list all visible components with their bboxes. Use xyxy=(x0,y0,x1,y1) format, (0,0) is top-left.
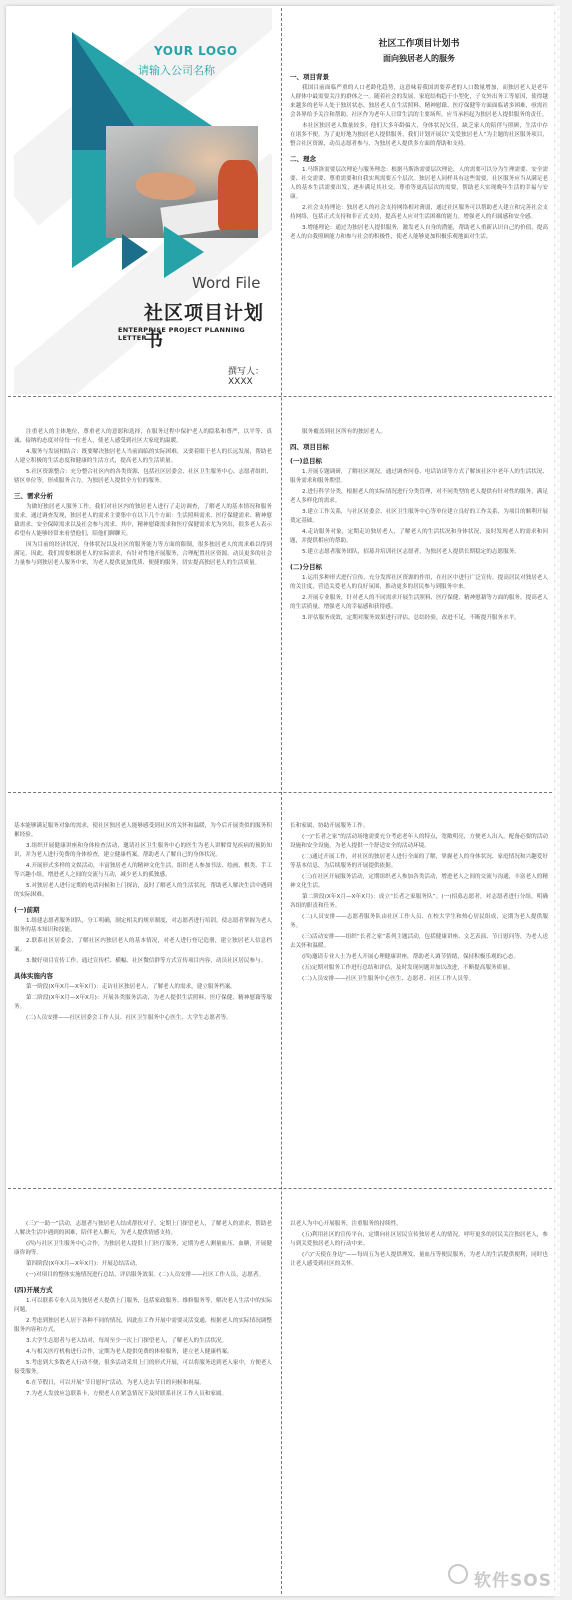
page-7-body xyxy=(14,1220,272,1399)
paragraph: 2.进行科学分类，根据老人的实际情况进行分类管理，对不同类型的老人提供有针对性的服务，满足老人多样化的需求。 xyxy=(290,489,548,504)
page-8 xyxy=(290,1220,548,1550)
section-heading: 二、理念 xyxy=(290,155,316,163)
paragraph: 5.建立志愿者服务团队，招募并培训社区志愿者，为独居老人提供长期稳定的志愿服务。 xyxy=(302,549,520,555)
cover-title: 社区项目计划书 xyxy=(144,302,265,351)
paragraph: (四)邀请专业人士为老人开展心理健康讲座，帮助老人调节情绪，保持积极乐观的心态。 xyxy=(302,954,519,960)
paragraph: 1.马斯洛需要层次理论与服务理念：根据马斯洛需要层次理论，人的需要可以分为生理需要、安全需要、社交需要、尊重需要和自我实现需要五个层次。独居老人同样具有这些需要，社区服务应当从满足老人的基本生活需要出发，逐步满足其社交、尊重等更高层次的需要，帮助老人实现晚年生活的幸福与安康。 xyxy=(290,167,548,200)
paragraph: (三)活动安排——组织“长者之家”系列主题活动，包括健康讲座、文艺表演、节日慰问等，为老人送去关怀和温暖。 xyxy=(290,934,548,949)
paragraph: 长和家属，协助开展服务工作。 xyxy=(290,823,369,829)
cover-triangle-small xyxy=(164,226,204,278)
section-heading: (一)总目标 xyxy=(290,457,322,465)
cover-photo-hands-writing xyxy=(106,126,258,238)
photo-sleeve xyxy=(218,160,258,230)
cover-subtitle: ENTERPRISE PROJECT PLANNING LETTER xyxy=(118,326,246,342)
photo-hand xyxy=(136,172,196,200)
cover-triangle-small-dark xyxy=(122,234,148,270)
page-7 xyxy=(14,1220,272,1590)
paragraph: 第四阶段(X年X月—X年X月)：开展总结活动。 xyxy=(26,1261,141,1267)
paragraph: 7.为老人发放应急联系卡，方便老人在紧急情况下及时联系社区工作人员和家属。 xyxy=(26,1391,228,1397)
paragraph: 5.社区资源整合：充分整合社区内的各类资源，包括社区居委会、社区卫生服务中心、志愿者组织、辖区单位等，形成服务合力，为独居老人提供全方位的服务。 xyxy=(14,469,272,484)
paragraph: 1.可以联系专业人员为独居老人提供上门服务，包括家政服务、维修服务等，解决老人生活中的实际问题。 xyxy=(14,1298,272,1313)
section-heading: 三、需求分析 xyxy=(14,492,53,500)
paragraph: 4.与相关医疗机构进行合作，定期为老人提供免费的体检服务，建立老人健康档案。 xyxy=(26,1349,233,1355)
paragraph: 3.做好项目宣传工作，通过宣传栏、横幅、社区微信群等方式宣传项目内容，动员社区居民参与。 xyxy=(26,958,267,964)
paragraph: (一)“长者之家”的活动场地需要充分考虑老年人的特点，宽敞明亮，方便老人出入，配备必要的活动设施和安全设施，为老人提供一个舒适安全的活动环境。 xyxy=(290,834,548,849)
paragraph: 3.建立工作关系，与社区居委会、社区卫生服务中心等单位建立良好的工作关系，为项目的顺利开展奠定基础。 xyxy=(290,509,548,524)
paragraph: 3.增能理论：通过为独居老人提供服务，激发老人自身的潜能，帮助老人重新认识自己的价值，提高老人的自我照顾能力和参与社会的积极性，使老人能够更加积极乐观地面对生活。 xyxy=(290,225,548,240)
page-3 xyxy=(14,428,272,784)
paragraph: (二)通过开展工作，对社区的独居老人进行全面的了解，掌握老人的身体状况、家庭情况和兴趣爱好等基本信息，为后续服务的开展提供依据。 xyxy=(290,854,548,869)
page-5-body xyxy=(14,822,272,1023)
paragraph: (三)在社区开展服务活动，定期组织老人参加各类活动，增进老人之间的交流与沟通，丰富老人的精神文化生活。 xyxy=(290,874,548,889)
page-4 xyxy=(290,428,548,784)
paragraph: 以老人为中心开展服务，注重服务的持续性。 xyxy=(290,1221,402,1227)
paragraph: 3.评估服务成效，定期对服务效果进行评估，总结经验，改进不足，不断提升服务水平。 xyxy=(302,615,520,621)
cover-company-name: 请输入公司名称 xyxy=(138,64,215,77)
paragraph: 4.服务与发展相结合：既要解决独居老人当前面临的实际困难，又要着眼于老人的长远发展，帮助老人建立积极的生活态度和健康的生活方式，提高老人的生活质量。 xyxy=(14,449,272,464)
paragraph: (五)定期对服务工作进行总结和评估，及时发现问题并加以改进，不断提高服务质量。 xyxy=(302,965,514,971)
cover-word-file: Word File xyxy=(192,274,261,292)
doc-title: 社区工作项目计划书 xyxy=(378,39,460,49)
doc-subtitle: 面向独居老人的服务 xyxy=(383,54,455,63)
paragraph: (二)人员安排——社区卫生服务中心医生、志愿者、社区工作人员等。 xyxy=(302,976,475,982)
paragraph: (六)“天使在身边”——每周五为老人提供理发、量血压等便民服务，为老人的生活提供便利，同时也让老人感受到社区的关怀。 xyxy=(290,1252,548,1267)
page-5 xyxy=(14,822,272,1182)
page-8-body xyxy=(290,1220,548,1269)
paragraph: 因为目前的经济状况、身体状况以及社区的服务能力等方面的限制，很多独居老人的需求难以得到满足。因此，我们需要根据老人的实际需求，有针对性地开展服务，合理配置社区资源，动员更多的社会力量参与到独居老人服务中来，为老人提供更加优质、便捷的服务，切实提高独居老人的生活质量。 xyxy=(14,542,272,566)
vertical-page-divider xyxy=(281,8,282,1594)
paragraph: 基本能够满足服务对象的需求，使社区独居老人能够感受到社区的关怀和温暖，为今后开展类似的服务积累经验。 xyxy=(14,823,272,838)
paragraph: 为做好独居老人服务工作，我们对社区内的独居老人进行了走访调查，了解老人的基本情况和服务需求。通过调查发现，独居老人的需求主要集中在以下几个方面：生活照料需求、医疗保健需求、精神慰藉需求、安全保障需求以及社会参与需求。其中，精神慰藉需求和医疗保健需求尤为突出，很多老人表示希望有人能够经常来看望他们，陪他们聊聊天。 xyxy=(14,504,272,537)
paragraph: 服务覆盖到社区所有的独居老人。 xyxy=(302,429,386,435)
page-6 xyxy=(290,822,548,1182)
paragraph: (三)“一助一”活动，志愿者与独居老人结成帮扶对子，定期上门探望老人，了解老人的需求，帮助老人解决生活中遇到的困难，陪伴老人聊天，为老人提供情感支持。 xyxy=(14,1221,272,1236)
paragraph: 本社区独居老人数量较多，他们大多年龄偏大，身体状况欠佳，缺乏家人的陪伴与照顾，生活中存在诸多不便。为了更好地为独居老人提供服务，我们计划开展以“关爱独居老人”为主题的社区服务项目，整合社区资源，动员志愿者参与，为独居老人提供多方面的帮助和支持。 xyxy=(290,123,548,147)
paragraph: 3.大学生志愿者与老人结对，每周至少一次上门探望老人，了解老人的生活状况。 xyxy=(26,1338,228,1344)
paragraph: (二)人员安排——社区居委会工作人员、社区卫生服务中心医生、大学生志愿者等。 xyxy=(26,1015,232,1021)
section-heading: (二)分目标 xyxy=(290,563,322,571)
paragraph: 2.考虑到独居老人居于各种不同的情况，因此在工作开展中需要灵活变通，根据老人的实际情况调整服务内容和方式。 xyxy=(14,1318,272,1333)
paragraph: 1.运用多种形式进行宣传，充分发挥社区资源的作用，在社区中进行广泛宣传，提高居民对独居老人的关注度，营造关爱老人的良好氛围，推动更多的居民参与到服务中来。 xyxy=(290,575,548,590)
cover-author: 撰写人：XXXX xyxy=(228,367,265,387)
section-heading: 具体实施内容 xyxy=(14,972,53,980)
row-divider-2 xyxy=(8,792,552,793)
paragraph: 1.组建志愿者服务团队，分工明确，制定相关的规章制度，对志愿者进行培训，使志愿者掌握为老人服务的基本知识和技能。 xyxy=(14,918,272,933)
page-6-body xyxy=(290,822,548,984)
paragraph: 2.联系社区居委会，了解社区内独居老人的基本情况，对老人进行登记造册，建立独居老人信息档案。 xyxy=(14,938,272,953)
paragraph: (四)与社区卫生服务中心合作，为独居老人提供上门医疗服务，定期为老人测量血压、血糖，开展健康咨询等。 xyxy=(14,1241,272,1256)
row-divider-3 xyxy=(8,1188,552,1189)
paragraph: 4.开展形式多样的文娱活动，丰富独居老人的精神文化生活，组织老人参加书法、绘画、棋类、手工等兴趣小组，增进老人之间的交流与互动，减少老人的孤独感。 xyxy=(14,863,272,878)
paragraph: (五)利用社区的宣传平台，定期向社区居民宣传独居老人的情况，呼吁更多的居民关注独居老人，参与到关爱独居老人的行动中来。 xyxy=(290,1232,548,1247)
section-heading: (四)开展方式 xyxy=(14,1286,53,1294)
page-4-body xyxy=(290,428,548,623)
paragraph: 注重老人的主体地位，尊重老人的意愿和选择，在服务过程中保护老人的隐私和尊严，以平等、真诚、接纳的态度对待每一位老人，使老人感受到社区大家庭的温暖。 xyxy=(14,429,272,444)
paragraph: 1.开展专题调研，了解社区现况，通过调查问卷、电话访谈等方式了解该社区中老年人的生活状况、服务需求和服务期望。 xyxy=(290,469,548,484)
cover-page xyxy=(14,8,272,394)
paragraph: 5.对独居老人进行定期的电话问候和上门探访，及时了解老人的生活状况，帮助老人解决生活中遇到的实际困难。 xyxy=(14,883,272,898)
watermark-text: 软件SOS xyxy=(474,1571,552,1591)
cover-logo: YOUR LOGO xyxy=(154,44,238,58)
paragraph: 3.组织开展健康讲座和身体检查活动，邀请社区卫生服务中心的医生为老人讲解常见疾病的预防知识，并为老人进行免费的身体检查，建立健康档案，帮助老人了解自己的身体状况。 xyxy=(14,843,272,858)
section-heading: 一、项目背景 xyxy=(290,73,329,81)
paragraph: 4.走访服务对象，定期走访独居老人，了解老人的生活状况和身体状况，及时发现老人的需求和问题，并提供相应的帮助。 xyxy=(290,529,548,544)
paragraph: 第二阶段(X年X月—X年X月)：开展各类服务活动，为老人提供生活照料、医疗保健、精神慰藉等服务。 xyxy=(14,995,272,1010)
section-heading: (一)前期 xyxy=(14,906,40,914)
page-2-body xyxy=(290,72,548,242)
paragraph: 第一阶段(X年X月—X年X月)：走访社区独居老人，了解老人的需求，建立服务档案。 xyxy=(26,984,236,990)
paragraph: (一)对项目的整体实施情况进行总结，评估服务效果。(二)人员安排——社区工作人员、志愿者。 xyxy=(26,1272,265,1278)
page-3-body xyxy=(14,428,272,568)
row-divider-1 xyxy=(8,396,552,397)
page-2 xyxy=(290,36,548,390)
section-heading: 四、项目目标 xyxy=(290,443,329,451)
paragraph: 5.考虑到大多数老人行动不便，很多活动采用上门的形式开展，可以将服务送到老人家中，方便老人接受服务。 xyxy=(14,1360,272,1375)
paragraph: 第二阶段(X年X月—X年X月)：成立“长者之家服务队”。(一)招募志愿者，对志愿者进行分组，明确各组的职责和任务。 xyxy=(290,894,548,909)
paragraph: 我国目前面临严重的人口老龄化趋势，这意味着我国需要养老的人口数量增加，而独居老人是老年人群体中最需要关注的群体之一。随着社会的发展，家庭结构趋于小型化，子女外出务工等原因，使得越来越多的老年人处于独居状态。独居老人在生活照料、精神慰藉、医疗保健等方面面临诸多困难，亟需社会各界给予关注和帮助。社区作为老年人日常生活的主要场所，应当承担起为独居老人提供服务的责任。 xyxy=(290,85,548,118)
watermark-icon xyxy=(448,1564,468,1584)
paragraph: 2.开展专业服务，针对老人的不同需求开展生活照料、医疗保健、精神慰藉等方面的服务，提高老人的生活质量，增强老人的幸福感和获得感。 xyxy=(290,595,548,610)
paragraph: (二)人员安排——志愿者服务队由社区工作人员、在校大学生和热心居民组成，定期为老人提供服务。 xyxy=(290,914,548,929)
paragraph: 6.在节假日，可以开展“节日慰问”活动，为老人送去节日的问候和祝福。 xyxy=(26,1380,205,1386)
paragraph: 2.社会支持理论：独居老人的社会支持网络相对薄弱，通过社区服务可以帮助老人建立和完善社会支持网络，包括正式支持和非正式支持，提高老人应对生活困难的能力，增强老人的归属感和安全感。 xyxy=(290,205,548,220)
torn-edge xyxy=(552,6,560,1596)
